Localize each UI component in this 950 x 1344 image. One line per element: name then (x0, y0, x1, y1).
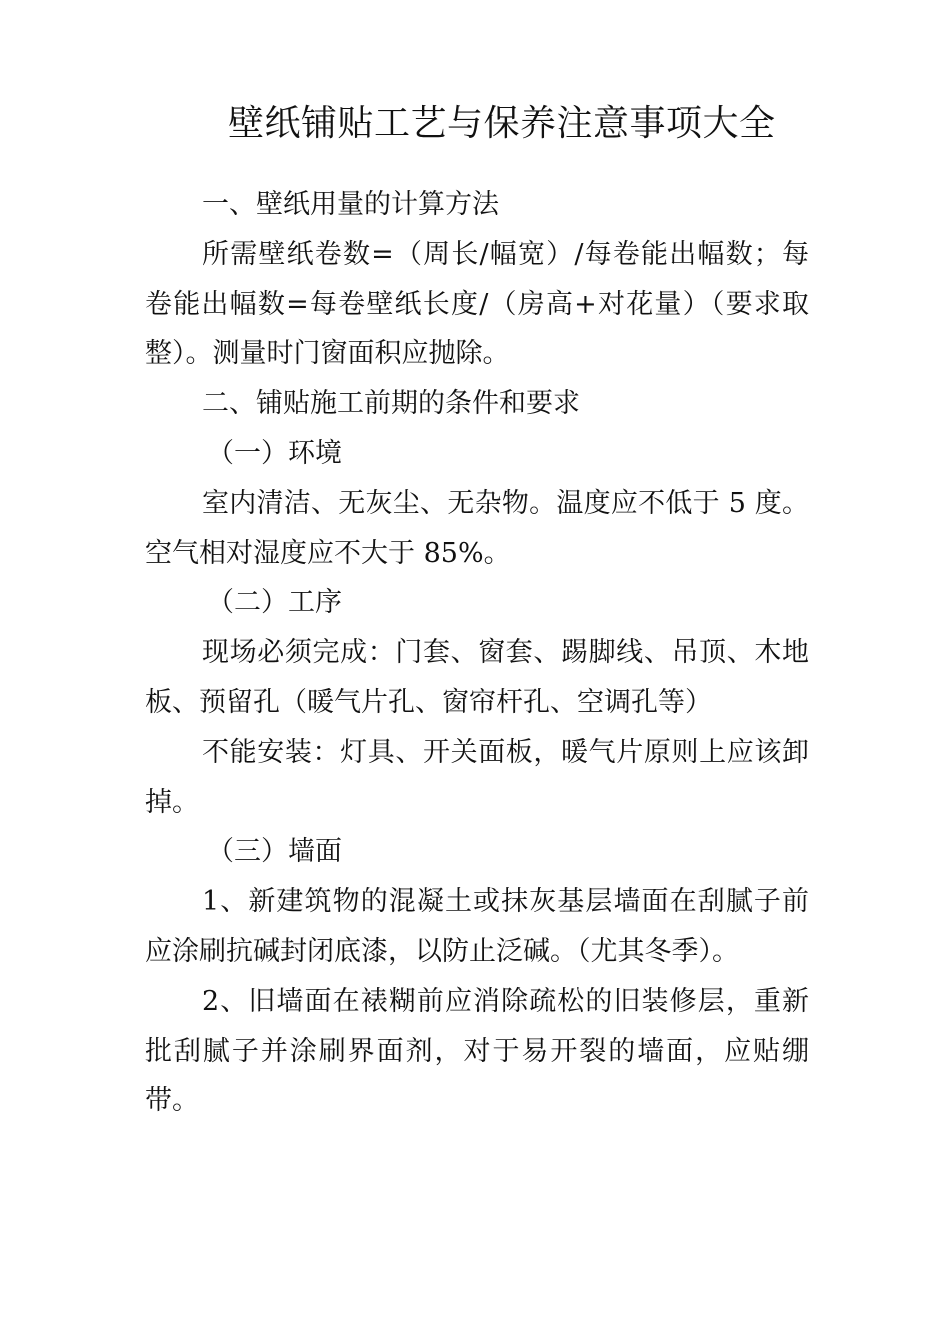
section-heading-2: 二、铺贴施工前期的条件和要求 (202, 388, 580, 420)
paragraph-must-complete: 现场必须完成：门套、窗套、踢脚线、吊顶、木地板、预留孔（暖气片孔、窗帘杆孔、空调孔等） (145, 637, 809, 718)
paragraph-cannot-install: 不能安装：灯具、开关面板，暖气片原则上应该卸掉。 (145, 736, 809, 818)
section-heading-1: 一、壁纸用量的计算方法 (202, 189, 499, 220)
paragraph-new-wall: 1、新建筑物的混凝土或抹灰基层墙面在刮腻子前应涂刷抗碱封闭底漆，以防止泛碱。（尤其冬季）。 (145, 886, 809, 967)
subsection-heading-environment: （一）环境 (207, 437, 342, 469)
subsection-heading-process: （二）工序 (207, 587, 342, 619)
paragraph-old-wall: 2、旧墙面在裱糊前应消除疏松的旧装修层，重新批刮腻子并涂刷界面剂，对于易开裂的墙面，应贴绷带。 (145, 985, 809, 1117)
document-title: 壁纸铺贴工艺与保养注意事项大全 (228, 103, 776, 144)
subsection-heading-wall: （三）墙面 (207, 836, 342, 868)
document-body (145, 180, 809, 1126)
paragraph-environment: 室内清洁、无灰尘、无杂物。温度应不低于 5 度。空气相对湿度应不大于 85%。 (145, 487, 809, 569)
paragraph-calculation: 所需壁纸卷数=（周长/幅宽）/每卷能出幅数；每卷能出幅数=每卷壁纸长度/（房高+对花量）（要求取整）。测量时门窗面积应抛除。 (145, 238, 809, 370)
